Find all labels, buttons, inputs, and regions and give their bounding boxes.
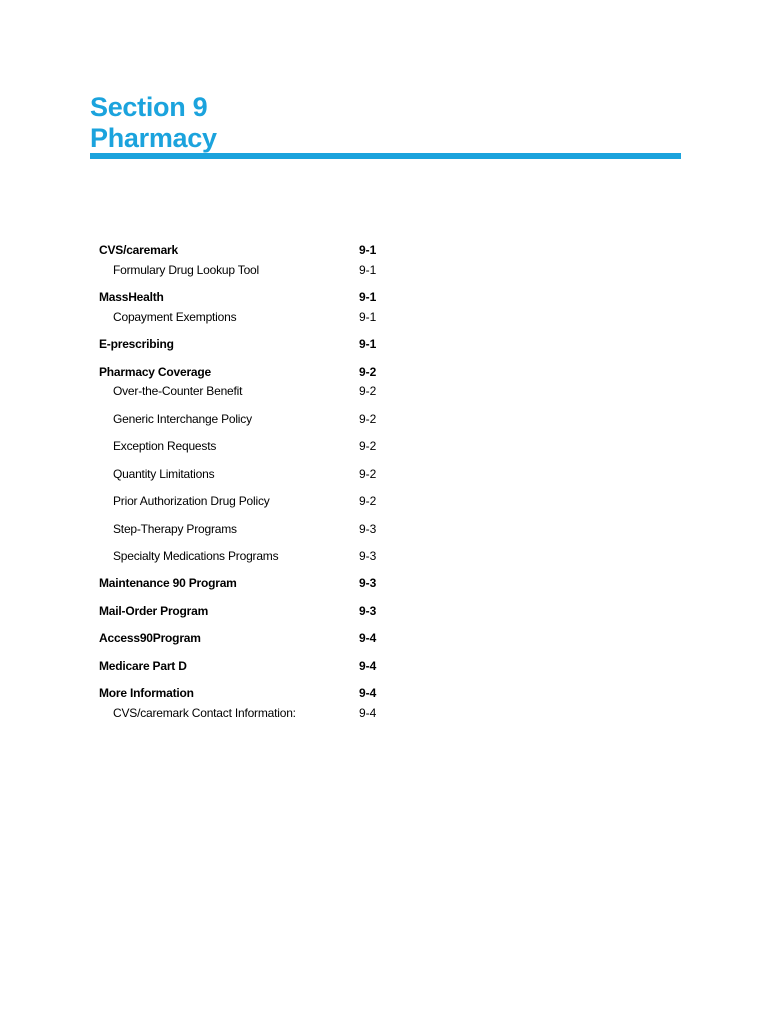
toc-entry-label: Step-Therapy Programs (113, 522, 237, 536)
toc-subsection-entry[interactable] (0, 437, 770, 455)
toc-entry-label: Medicare Part D (99, 659, 187, 673)
toc-entry-label: Maintenance 90 Program (99, 576, 237, 590)
toc-entry-page-number: 9-3 (359, 604, 377, 618)
toc-entry-label: Exception Requests (113, 439, 217, 453)
toc-entry-label: Formulary Drug Lookup Tool (113, 263, 259, 277)
toc-entry-label: CVS/caremark Contact Information: (113, 706, 296, 720)
toc-subsection-entry[interactable] (0, 261, 770, 279)
toc-section-entry[interactable] (0, 574, 770, 592)
toc-entry-page-number: 9-1 (359, 290, 377, 304)
toc-subsection-entry[interactable] (0, 308, 770, 326)
toc-entry-label: CVS/caremark (99, 243, 178, 257)
toc-subsection-entry[interactable] (0, 547, 770, 565)
toc-entry-page-number: 9-1 (359, 263, 377, 277)
toc-entry-label: Copayment Exemptions (113, 310, 237, 324)
toc-entry-page-number: 9-1 (359, 243, 377, 257)
toc-section-entry[interactable] (0, 657, 770, 675)
section-label: Section 9 (90, 92, 208, 122)
toc-subsection-entry[interactable] (0, 520, 770, 538)
toc-subsection-entry[interactable] (0, 465, 770, 483)
section-heading (90, 92, 217, 154)
toc-entry-page-number: 9-2 (359, 384, 377, 398)
toc-entry-label: Quantity Limitations (113, 467, 215, 481)
toc-entry-label: Over-the-Counter Benefit (113, 384, 243, 398)
toc-entry-page-number: 9-3 (359, 549, 377, 563)
toc-entry-label: Access90Program (99, 631, 201, 645)
toc-entry-label: E-prescribing (99, 337, 174, 351)
toc-entry-page-number: 9-2 (359, 412, 377, 426)
toc-entry-page-number: 9-4 (359, 631, 377, 645)
section-title: Pharmacy (90, 123, 217, 153)
toc-entry-page-number: 9-4 (359, 686, 377, 700)
toc-entry-page-number: 9-1 (359, 310, 377, 324)
toc-entry-label: Generic Interchange Policy (113, 412, 252, 426)
toc-entry-page-number: 9-1 (359, 337, 377, 351)
toc-entry-page-number: 9-4 (359, 659, 377, 673)
toc-entry-label: Mail-Order Program (99, 604, 209, 618)
title-divider (90, 153, 681, 159)
toc-entry-page-number: 9-2 (359, 494, 377, 508)
toc-entry-page-number: 9-2 (359, 365, 377, 379)
toc-entry-page-number: 9-4 (359, 706, 377, 720)
toc-entry-label: More Information (99, 686, 194, 700)
toc-section-entry[interactable] (0, 602, 770, 620)
toc-subsection-entry[interactable] (0, 492, 770, 510)
toc-section-entry[interactable] (0, 288, 770, 306)
toc-entry-page-number: 9-3 (359, 522, 377, 536)
toc-entry-label: Specialty Medications Programs (113, 549, 279, 563)
toc-section-entry[interactable] (0, 684, 770, 702)
toc-section-entry[interactable] (0, 629, 770, 647)
toc-entry-page-number: 9-3 (359, 576, 377, 590)
toc-entry-label: Prior Authorization Drug Policy (113, 494, 270, 508)
toc-section-entry[interactable] (0, 363, 770, 381)
toc-subsection-entry[interactable] (0, 410, 770, 428)
toc-subsection-entry[interactable] (0, 382, 770, 400)
toc-entry-label: MassHealth (99, 290, 164, 304)
toc-entry-page-number: 9-2 (359, 467, 377, 481)
toc-entry-label: Pharmacy Coverage (99, 365, 211, 379)
toc-subsection-entry[interactable] (0, 704, 770, 722)
toc-section-entry[interactable] (0, 241, 770, 259)
toc-section-entry[interactable] (0, 335, 770, 353)
toc-entry-page-number: 9-2 (359, 439, 377, 453)
